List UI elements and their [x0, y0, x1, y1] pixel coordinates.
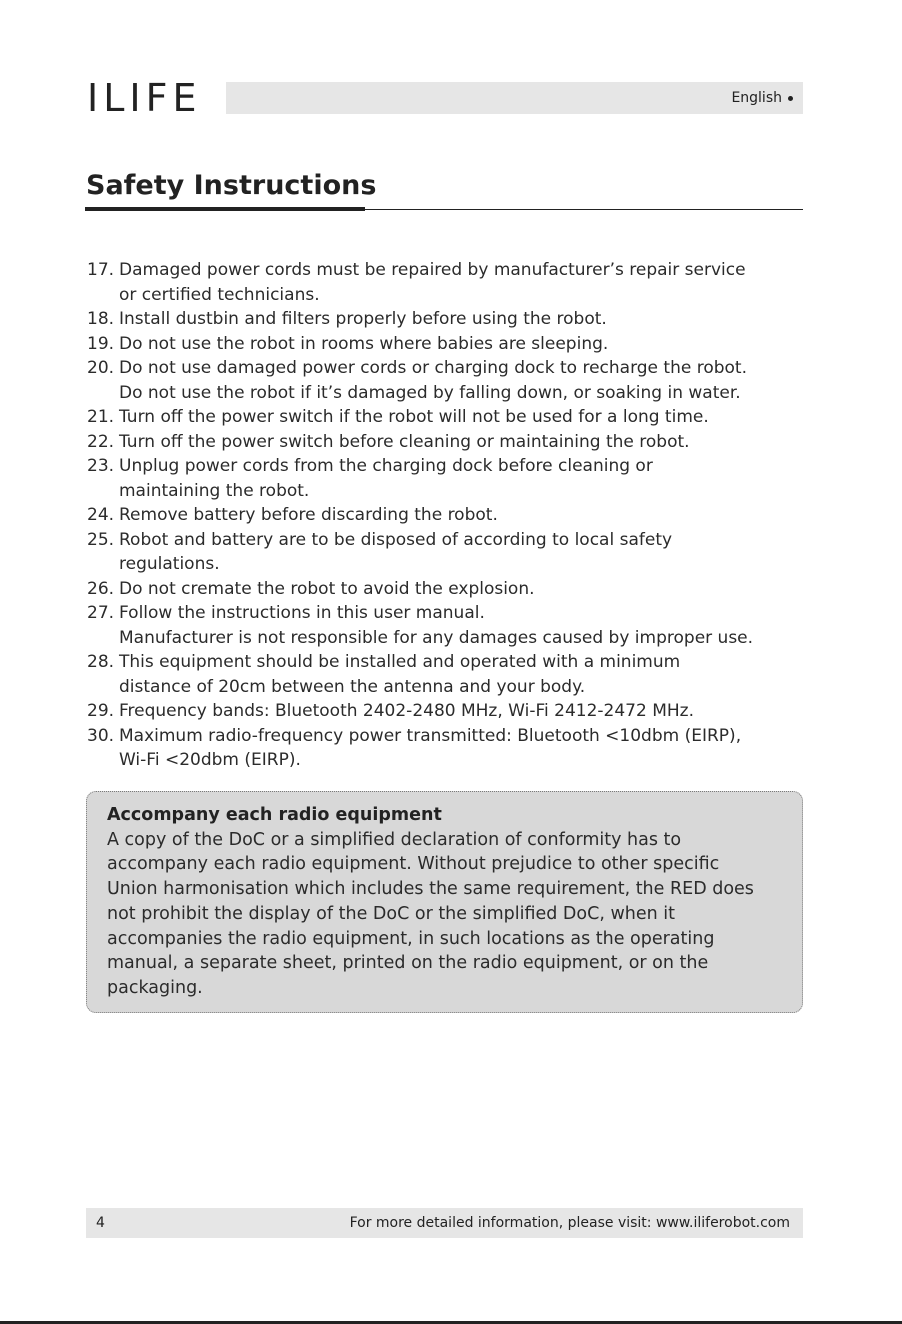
- instruction-number: 29.: [87, 701, 115, 721]
- instruction-text: [119, 650, 809, 699]
- notice-line: accompanies the radio equipment, in such locations as the operating: [107, 928, 715, 949]
- instruction-text: [119, 577, 809, 602]
- instruction-text: [119, 332, 809, 357]
- instruction-text: [119, 356, 809, 405]
- instruction-text: [119, 258, 809, 307]
- instruction-text: [119, 601, 809, 650]
- notice-body: [107, 828, 782, 1002]
- instruction-text: [119, 724, 809, 773]
- notice-line: A copy of the DoC or a simplified declaration of conformity has to: [107, 829, 682, 850]
- instruction-number: 20.: [87, 358, 115, 378]
- brand-logo: ILIFE: [87, 76, 202, 120]
- instruction-line: Install dustbin and filters properly before using the robot.: [119, 309, 607, 329]
- instruction-item: [87, 577, 809, 602]
- instruction-number: 26.: [87, 578, 115, 599]
- instruction-item: [87, 405, 809, 430]
- instruction-line: Turn off the power switch if the robot will not be used for a long time.: [119, 407, 709, 427]
- instruction-number: 22.: [87, 431, 115, 452]
- notice-line: accompany each radio equipment. Without prejudice to other specific: [107, 854, 720, 875]
- instruction-line: Turn off the power switch before cleaning or maintaining the robot.: [119, 431, 690, 452]
- instruction-item: [87, 724, 809, 773]
- instruction-number: 23.: [87, 456, 115, 476]
- instruction-item: [87, 601, 809, 650]
- bullet-dot-icon: [788, 96, 793, 101]
- instruction-item: [87, 430, 809, 455]
- instruction-line: This equipment should be installed and operated with a minimum: [119, 652, 681, 672]
- safety-instructions-list: [87, 258, 809, 773]
- instruction-item: [87, 332, 809, 357]
- instruction-line: Unplug power cords from the charging dock before cleaning or: [119, 456, 653, 476]
- instruction-line: Maximum radio-frequency power transmitted: Bluetooth <10dbm (EIRP),: [119, 725, 742, 746]
- instruction-text: [119, 430, 809, 455]
- instruction-line: Manufacturer is not responsible for any damages caused by improper use.: [119, 627, 754, 648]
- instruction-item: [87, 503, 809, 528]
- instruction-number: 30.: [87, 725, 115, 746]
- instruction-item: [87, 356, 809, 405]
- instruction-number: 19.: [87, 333, 115, 354]
- instruction-line: or certified technicians.: [119, 284, 320, 305]
- instruction-text: [119, 405, 809, 430]
- section-title: Safety Instructions: [86, 170, 377, 201]
- footer-website-text: For more detailed information, please visit: www.iliferobot.com: [349, 1215, 790, 1231]
- instruction-number: 25.: [87, 529, 115, 550]
- title-underline: [85, 207, 365, 211]
- notice-line: not prohibit the display of the DoC or the simplified DoC, when it: [107, 903, 675, 924]
- notice-line: packaging.: [107, 978, 203, 999]
- instruction-line: Follow the instructions in this user manual.: [119, 603, 485, 623]
- instruction-line: Robot and battery are to be disposed of according to local safety: [119, 529, 673, 550]
- footer-bar: [86, 1208, 803, 1238]
- instruction-line: maintaining the robot.: [119, 480, 310, 501]
- instruction-text: [119, 307, 809, 332]
- instruction-line: distance of 20cm between the antenna and your body.: [119, 676, 586, 697]
- instruction-number: 24.: [87, 505, 115, 525]
- instruction-text: [119, 454, 809, 503]
- radio-equipment-notice: [86, 791, 803, 1013]
- instruction-line: Remove battery before discarding the robot.: [119, 505, 498, 525]
- instruction-number: 27.: [87, 603, 115, 623]
- instruction-line: Do not use the robot if it’s damaged by falling down, or soaking in water.: [119, 382, 741, 403]
- instruction-line: Do not use the robot in rooms where babies are sleeping.: [119, 333, 609, 354]
- instruction-item: [87, 699, 809, 724]
- notice-line: manual, a separate sheet, printed on the radio equipment, or on the: [107, 953, 709, 974]
- instruction-number: 28.: [87, 652, 115, 672]
- instruction-text: [119, 528, 809, 577]
- notice-line: Union harmonisation which includes the same requirement, the RED does: [107, 879, 754, 900]
- title-divider: [365, 209, 803, 210]
- instruction-number: 17.: [87, 260, 115, 280]
- instruction-text: [119, 699, 809, 724]
- instruction-line: Wi-Fi <20dbm (EIRP).: [119, 750, 301, 770]
- instruction-line: Do not cremate the robot to avoid the explosion.: [119, 578, 535, 599]
- instruction-text: [119, 503, 809, 528]
- instruction-line: Frequency bands: Bluetooth 2402-2480 MHz, Wi-Fi 2412-2472 MHz.: [119, 701, 694, 721]
- instruction-line: Damaged power cords must be repaired by manufacturer’s repair service: [119, 260, 746, 280]
- instruction-number: 21.: [87, 407, 115, 427]
- notice-heading: Accompany each radio equipment: [107, 805, 442, 825]
- language-label: English: [731, 90, 782, 106]
- language-indicator: [731, 82, 793, 114]
- page-number: 4: [96, 1215, 105, 1231]
- instruction-item: [87, 650, 809, 699]
- instruction-line: regulations.: [119, 554, 220, 574]
- instruction-item: [87, 454, 809, 503]
- header-bar: [226, 82, 803, 114]
- instruction-line: Do not use damaged power cords or charging dock to recharge the robot.: [119, 358, 748, 378]
- instruction-item: [87, 258, 809, 307]
- instruction-item: [87, 307, 809, 332]
- instruction-number: 18.: [87, 309, 115, 329]
- instruction-item: [87, 528, 809, 577]
